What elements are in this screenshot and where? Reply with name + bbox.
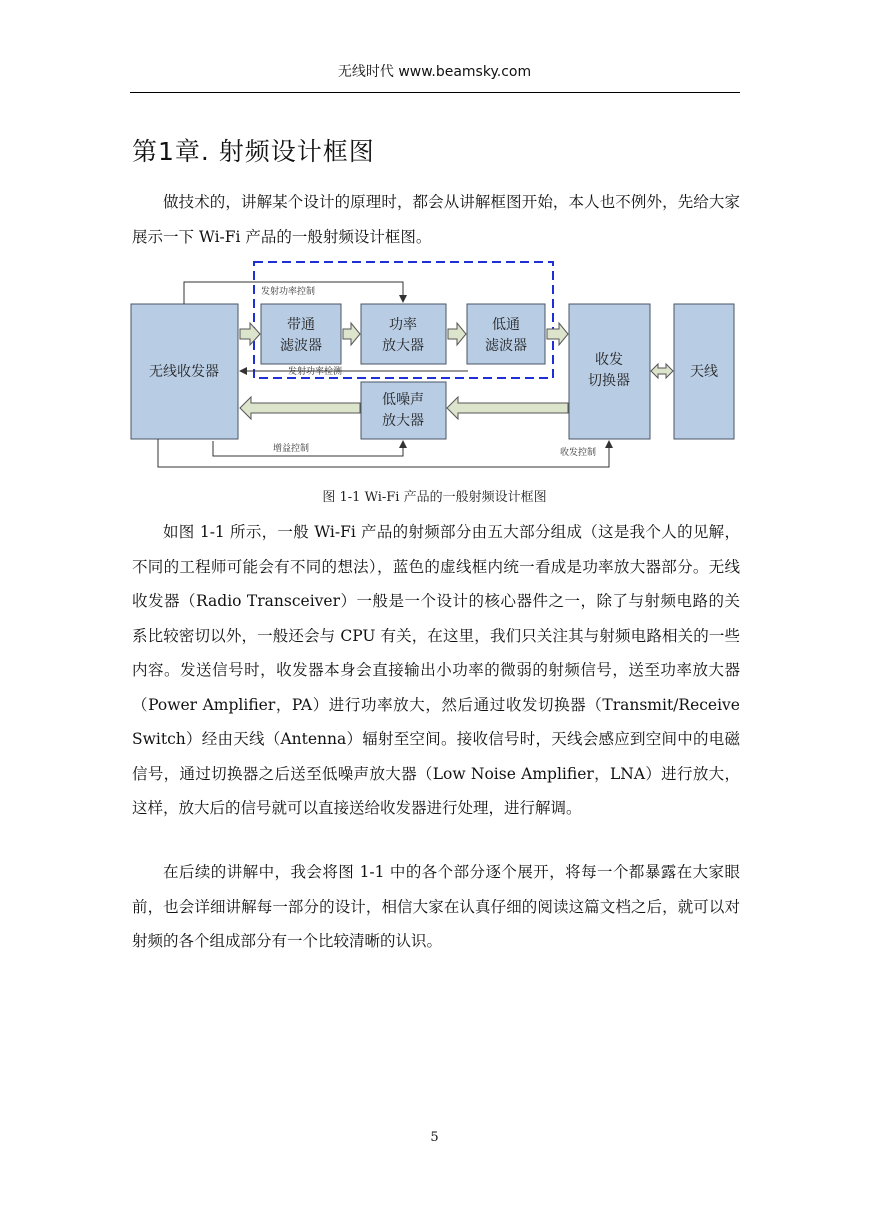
txrx-control-line [158,439,609,467]
block-antenna [674,304,734,439]
gain-control-label: 增益控制 [273,444,310,454]
block-transceiver-label: 无线收发器 [149,364,219,380]
figure-caption: 图 1-1 Wi-Fi 产品的一般射频设计框图 [322,490,547,505]
block-lowpass-filter [467,304,545,364]
tx-power-detect-label: 发射功率检测 [288,367,343,377]
txrx-control-label: 收发控制 [560,448,597,458]
body-paragraph-1: 如图 1-1 所示，一般 Wi-Fi 产品的射频部分由五大部分组成（这是我个人的见解，不同的工程师可能会有不同的想法），蓝色的虚线框内统一看成是功率放大器部分。无线收发器（Radio Transceiver）一般是一个设计的核心器件之一，除了与射频电路的关系比较密切以外，一般还会与 CPU 有关，在这里，我们只关注其与射频电路相关的一些内容。发送信号时，收发器本身会直接输出小功率的微弱的射频信号，送至功率放大器（Power Amplifier，PA）进行功率放大，然后通过收发切换器（Transmit/Receive Switch）经由天线（Antenna）辐射至空间。接收信号时，天线会感应到空间中的电磁信号，通过切换器之后送至低噪声放大器（Low Noise Amplifier，LNA）进行放大，这样，放大后的信号就可以直接送给收发器进行处理，进行解调。 [132,523,740,817]
block-lpf-label-1: 低通 [492,317,520,333]
rx-arrow-switch-to-lna [447,397,568,419]
block-bpf-label-1: 带通 [287,317,315,333]
chapter-title: 第1章. 射频设计框图 [132,136,375,166]
block-lna-label-2: 放大器 [382,413,424,429]
block-switch-label-1: 收发 [595,352,623,368]
header-divider [130,92,740,93]
page-header: 无线时代 www.beamsky.com [337,64,532,80]
block-bandpass-filter [261,304,341,364]
block-lna [361,382,446,439]
block-lpf-label-2: 滤波器 [485,338,527,354]
rf-block-diagram [128,258,738,473]
block-transceiver [131,304,238,439]
rx-arrow-lna-to-transceiver [240,397,360,419]
block-pa-label-2: 放大器 [382,338,424,354]
block-txrx-switch [569,304,650,439]
tx-arrow-transceiver-to-bpf [240,323,260,345]
arrow-switch-antenna [651,364,673,378]
page-number: 5 [430,1130,439,1145]
tx-arrow-bpf-to-pa [343,323,360,345]
tx-power-control-label: 发射功率控制 [261,287,316,297]
block-power-amplifier [361,304,446,364]
block-bpf-label-2: 滤波器 [280,338,322,354]
block-lna-label-1: 低噪声 [382,392,424,408]
body-paragraph-2: 在后续的讲解中，我会将图 1-1 中的各个部分逐个展开，将每一个都暴露在大家眼前，也会详细讲解每一部分的设计，相信大家在认真仔细的阅读这篇文档之后，就可以对射频的各个组成部分有一个比较清晰的认识。 [132,863,740,950]
tx-arrow-lpf-to-switch [547,323,568,345]
block-antenna-label: 天线 [690,364,718,380]
tx-arrow-pa-to-lpf [448,323,466,345]
intro-paragraph: 做技术的，讲解某个设计的原理时，都会从讲解框图开始，本人也不例外，先给大家展示一下 Wi-Fi 产品的一般射频设计框图。 [132,193,740,246]
block-switch-label-2: 切换器 [588,373,630,389]
block-pa-label-1: 功率 [389,317,417,333]
